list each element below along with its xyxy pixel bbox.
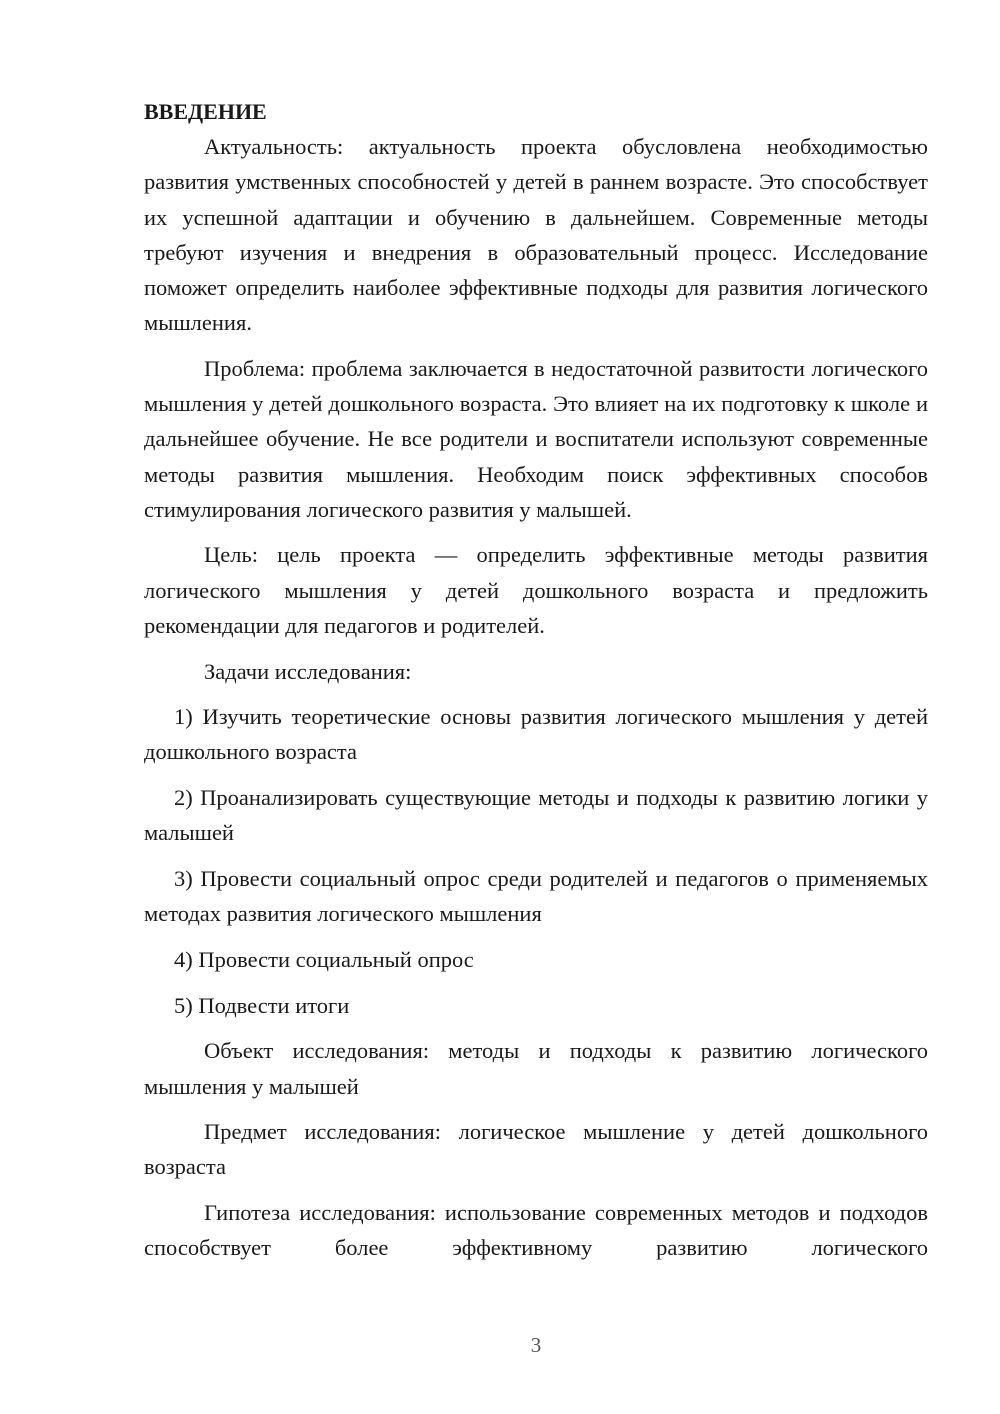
task-item-3: 3) Провести социальный опрос среди родителей и педагогов о применяемых методах развития логического мышления <box>144 866 928 927</box>
task-item-4: 4) Провести социальный опрос <box>174 946 474 972</box>
task-item-2: 2) Проанализировать существующие методы и подходы к развитию логики у малышей <box>144 785 928 846</box>
paragraph-object: Объект исследования: методы и подходы к развитию логического мышления у малышей <box>144 1038 928 1099</box>
paragraph-goal: Цель: цель проекта — определить эффективные методы развития логического мышления у детей дошкольного возраста и предложить рекомендации для педагогов и родителей. <box>144 542 928 638</box>
document-body <box>144 94 928 1276</box>
task-item-1: 1) Изучить теоретические основы развития логического мышления у детей дошкольного возраста <box>144 704 928 765</box>
paragraph-subject: Предмет исследования: логическое мышление у детей дошкольного возраста <box>144 1119 928 1180</box>
title-block <box>144 94 928 129</box>
paragraph-problem: Проблема: проблема заключается в недостаточной развитости логического мышления у детей дошкольного возраста. Это влияет на их подготовку к школе и дальнейшее обучение. Не все родители и воспитатели используют современные методы развития мышления. Необходим поиск эффективных способов стимулирования логического развития у малышей. <box>144 355 928 522</box>
paragraph-hypothesis: Гипотеза исследования: использование современных методов и подходов способствует более эффективному развитию логического <box>144 1200 928 1261</box>
task-item-5: 5) Подвести итоги <box>174 992 350 1018</box>
paragraph-relevance: Актуальность: актуальность проекта обусловлена необходимостью развития умственных способностей у детей в раннем возрасте. Это способствует их успешной адаптации и обучению в дальнейшем. Современные методы требуют изучения и внедрения в образовательный процесс. Исследование поможет определить наиболее эффективные подходы для развития логического мышления. <box>144 134 928 336</box>
page-number: 3 <box>530 1333 542 1357</box>
tasks-heading: Задачи исследования: <box>204 658 412 684</box>
page-title: ВВЕДЕНИЕ <box>144 99 267 124</box>
